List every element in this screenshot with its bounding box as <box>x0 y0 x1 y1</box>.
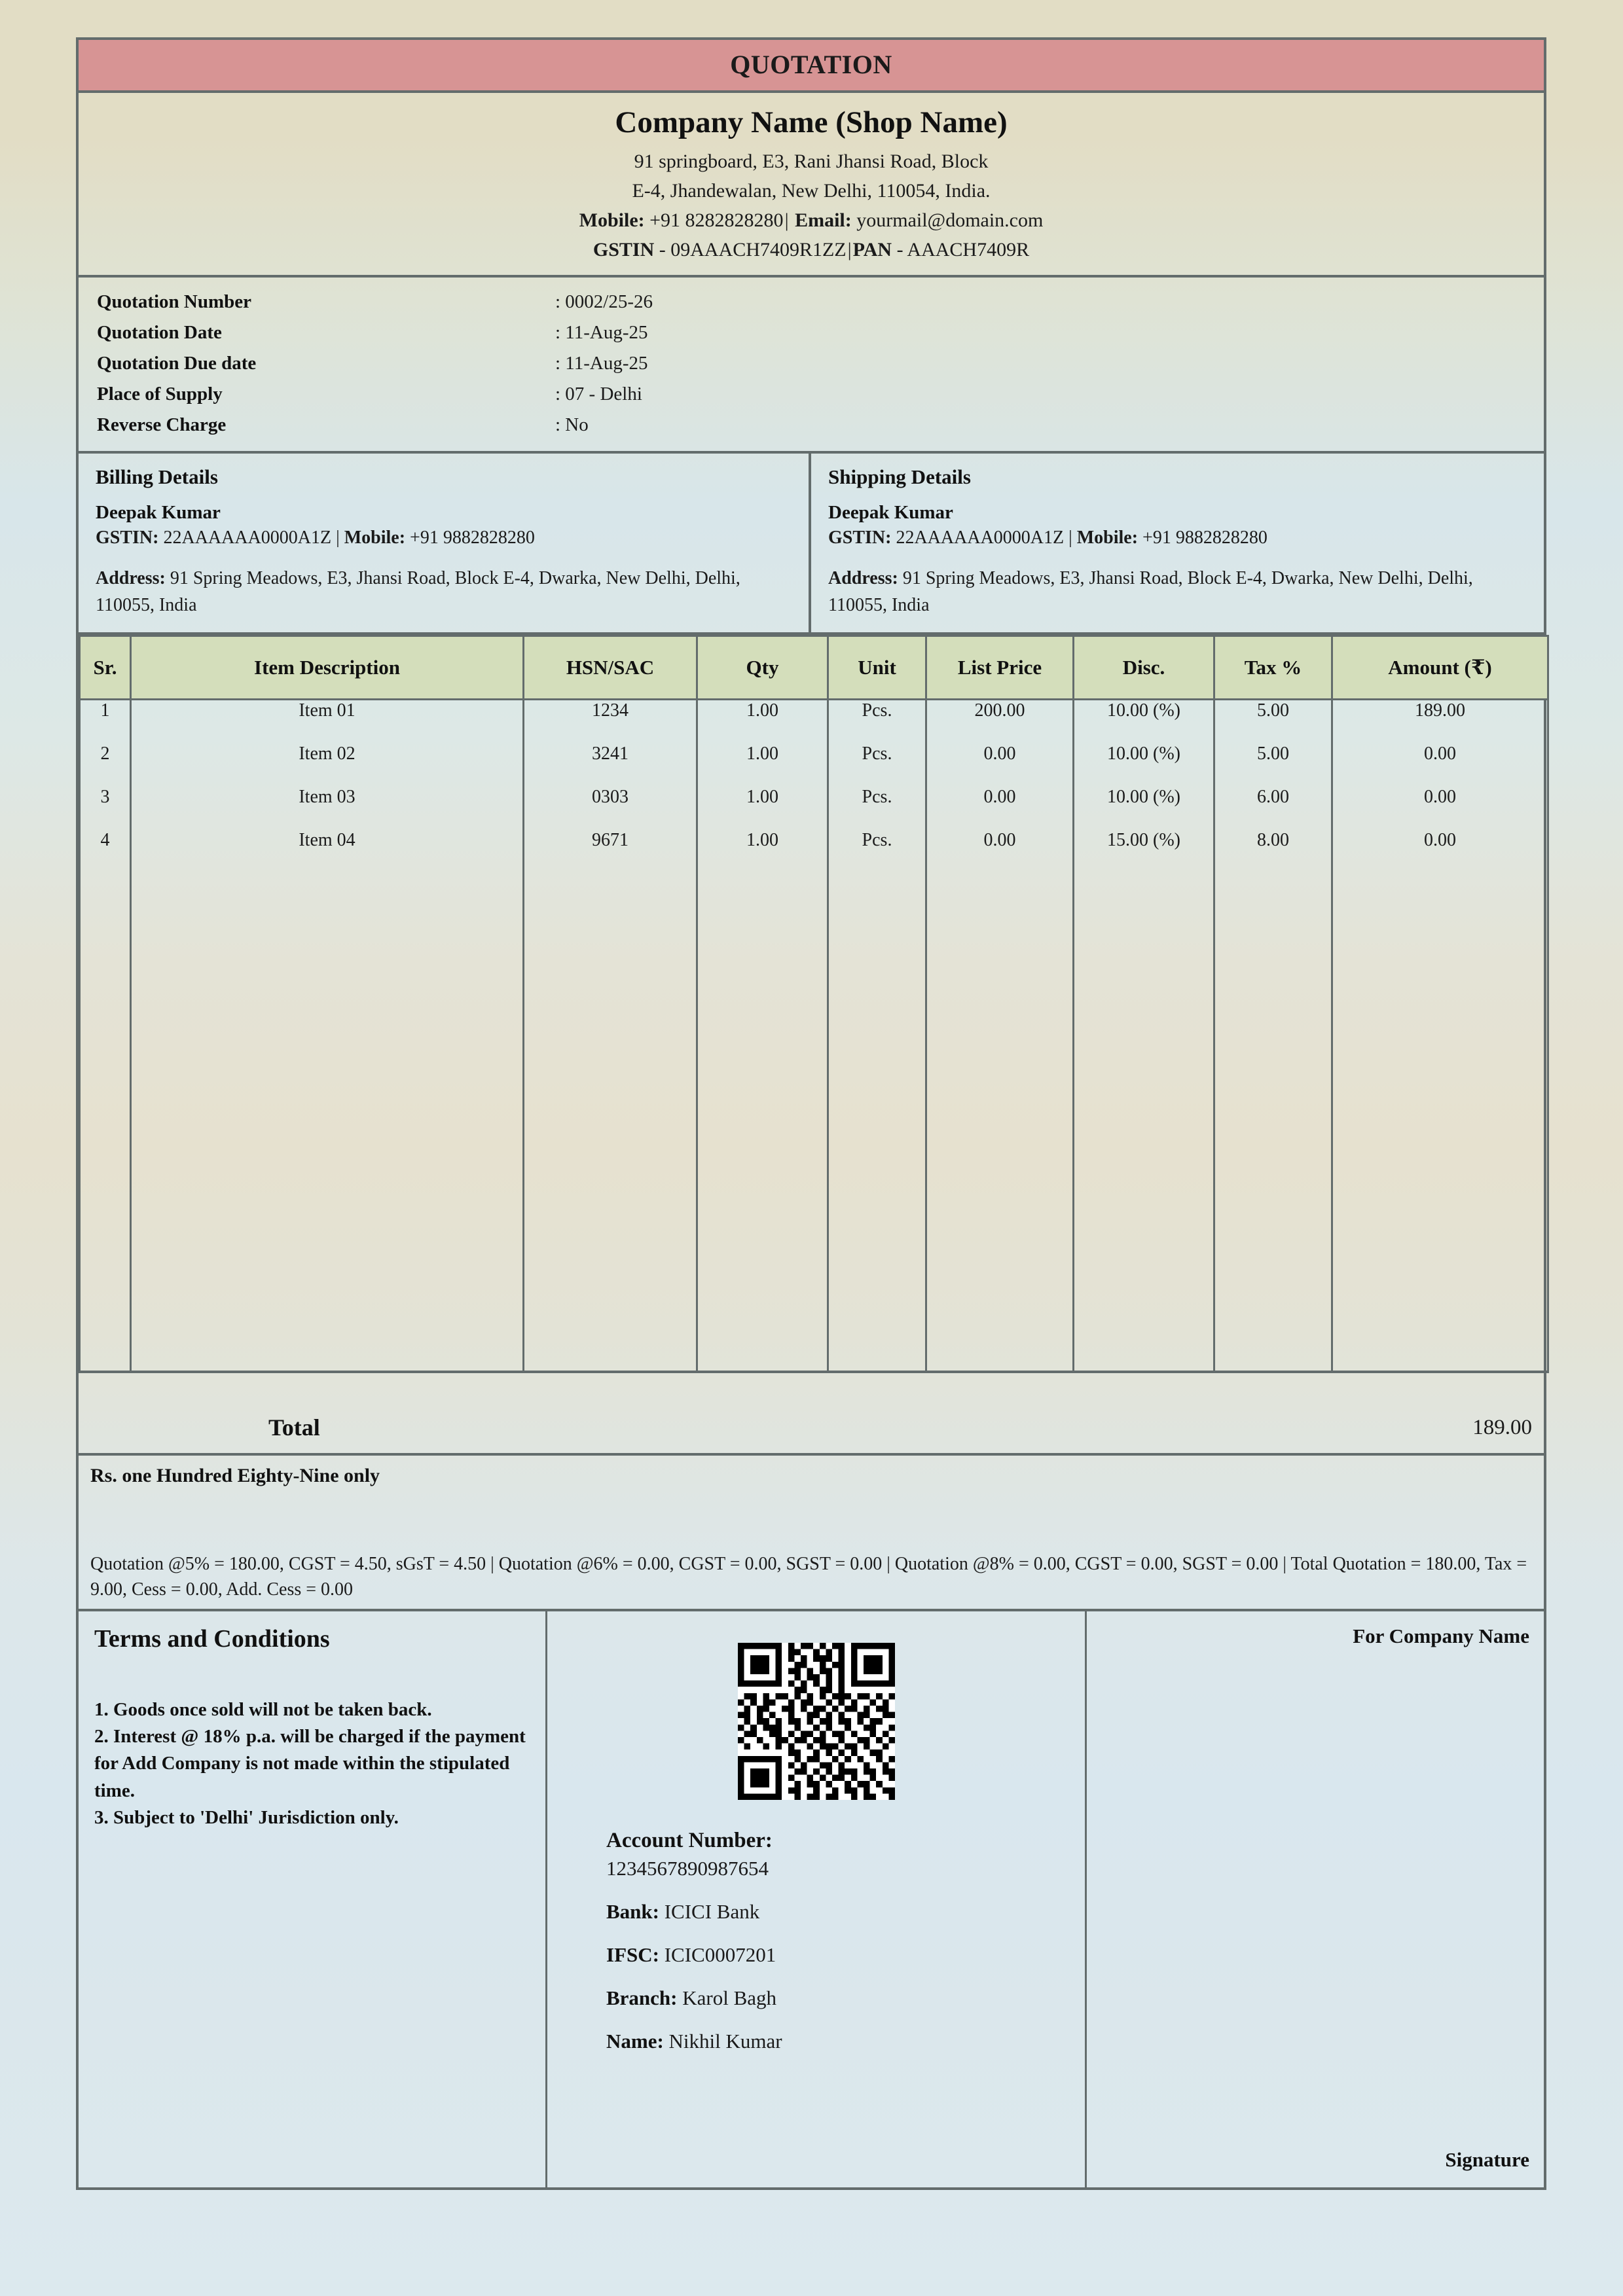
meta-row-quotation-number <box>97 287 1544 317</box>
cell-list-price: 0.00 <box>926 787 1074 830</box>
account-number-label: Account Number: <box>606 1829 773 1852</box>
mobile-label: Mobile: <box>579 209 645 231</box>
cell-unit: Pcs. <box>828 787 926 830</box>
meta-value: : 11-Aug-25 <box>555 352 648 374</box>
cell-list-price: 0.00 <box>926 830 1074 873</box>
meta-value: : No <box>555 414 589 435</box>
cell-qty: 1.00 <box>697 787 828 830</box>
cell-amount: 0.00 <box>1332 744 1548 787</box>
cell-hsn: 0303 <box>524 787 697 830</box>
billing-gstin-label: GSTIN: <box>96 527 159 548</box>
billing-address-value: 91 Spring Meadows, E3, Jhansi Road, Block E-4, Dwarka, New Delhi, Delhi, 110055, India <box>96 568 740 616</box>
bank-account-name-line <box>606 2030 1085 2053</box>
bank-name-line <box>606 1900 1085 1924</box>
document-footer <box>79 1611 1544 2187</box>
terms-item: 3. Subject to 'Delhi' Jurisdiction only. <box>94 1806 399 1828</box>
email-value: yourmail@domain.com <box>856 209 1044 231</box>
total-row <box>79 1402 1544 1456</box>
billing-title: Billing Details <box>96 465 218 488</box>
company-address-line-1: 91 springboard, E3, Rani Jhansi Road, Block <box>634 151 989 172</box>
meta-value: : 11-Aug-25 <box>555 321 648 343</box>
meta-label: Quotation Date <box>97 321 222 343</box>
terms-item: 1. Goods once sold will not be taken back. <box>94 1699 432 1720</box>
qr-code-icon <box>738 1643 895 1800</box>
cell-unit: Pcs. <box>828 830 926 873</box>
cell-hsn: 1234 <box>524 699 697 744</box>
bank-lines <box>547 1829 1085 2073</box>
meta-row-quotation-due-date <box>97 348 1544 379</box>
cell-sr: 2 <box>80 744 131 787</box>
meta-label: Quotation Due date <box>97 352 257 374</box>
shipping-gstin-mobile <box>828 525 1527 552</box>
shipping-address <box>828 565 1527 619</box>
signature-section <box>1087 1611 1544 2187</box>
company-address-line-2: E-4, Jhandewalan, New Delhi, 110054, India. <box>632 180 991 202</box>
quotation-document <box>76 37 1546 2190</box>
bank-details-section <box>547 1611 1087 2187</box>
cell-hsn: 9671 <box>524 830 697 873</box>
signature-label: Signature <box>1445 2148 1529 2171</box>
table-row <box>80 744 1548 787</box>
items-table-header-row <box>80 636 1548 699</box>
cell-disc: 10.00 (%) <box>1074 787 1214 830</box>
tax-breakdown: Quotation @5% = 180.00, CGST = 4.50, sGsT = 4.50 | Quotation @6% = 0.00, CGST = 0.00, SGST = 0.00 | Quotation @8% = 0.00, CGST = 0.00, SGST = 0.00 | Total Quotation = 180.00, Tax = 9.00, Cess = 0.00, Add. Cess = 0.00 <box>90 1553 1527 1600</box>
meta-label: Reverse Charge <box>97 414 227 435</box>
branch-label: Branch: <box>606 1986 678 2009</box>
gstin-value: - 09AAACH7409R1ZZ <box>659 239 847 260</box>
shipping-title: Shipping Details <box>828 465 971 488</box>
cell-tax: 5.00 <box>1214 744 1332 787</box>
shipping-divider: | <box>1068 527 1072 548</box>
company-contact-line <box>79 206 1544 235</box>
meta-row-quotation-date <box>97 317 1544 348</box>
total-value: 189.00 <box>1472 1415 1532 1439</box>
cell-disc: 10.00 (%) <box>1074 699 1214 744</box>
billing-divider: | <box>336 527 340 548</box>
shipping-gstin-value: 22AAAAAA0000A1Z <box>896 527 1065 548</box>
total-label: Total <box>268 1414 320 1441</box>
bank-name-value: ICICI Bank <box>664 1900 760 1923</box>
billing-address <box>96 565 792 619</box>
cell-sr: 4 <box>80 830 131 873</box>
terms-title: Terms and Conditions <box>94 1625 330 1653</box>
table-row <box>80 787 1548 830</box>
cell-description: Item 02 <box>131 744 524 787</box>
column-header-sr: Sr. <box>80 636 131 699</box>
cell-qty: 1.00 <box>697 699 828 744</box>
meta-row-reverse-charge <box>97 410 1544 440</box>
party-details <box>79 454 1544 635</box>
cell-sr: 1 <box>80 699 131 744</box>
column-header-list-price: List Price <box>926 636 1074 699</box>
ifsc-label: IFSC: <box>606 1943 659 1966</box>
quotation-meta <box>79 278 1544 454</box>
mobile-value: +91 8282828280 <box>649 209 784 231</box>
account-name-label: Name: <box>606 2030 664 2053</box>
account-name-value: Nikhil Kumar <box>668 2030 782 2053</box>
shipping-mobile-label: Mobile: <box>1076 527 1139 548</box>
cell-amount: 0.00 <box>1332 830 1548 873</box>
billing-address-label: Address: <box>96 568 166 589</box>
page-title: QUOTATION <box>730 50 892 79</box>
table-filler-row <box>80 873 1548 1372</box>
cell-qty: 1.00 <box>697 830 828 873</box>
cell-unit: Pcs. <box>828 699 926 744</box>
cell-description: Item 01 <box>131 699 524 744</box>
cell-hsn: 3241 <box>524 744 697 787</box>
cell-tax: 6.00 <box>1214 787 1332 830</box>
cell-list-price: 0.00 <box>926 744 1074 787</box>
document-title-band <box>79 40 1544 93</box>
cell-disc: 15.00 (%) <box>1074 830 1214 873</box>
meta-row-place-of-supply <box>97 379 1544 410</box>
terms-item: 2. Interest @ 18% p.a. will be charged if the payment for Add Company is not made within the stipulated time. <box>94 1726 526 1801</box>
cell-disc: 10.00 (%) <box>1074 744 1214 787</box>
meta-value: : 07 - Delhi <box>555 383 642 404</box>
bank-ifsc-line <box>606 1943 1085 1967</box>
shipping-gstin-label: GSTIN: <box>828 527 892 548</box>
cell-tax: 8.00 <box>1214 830 1332 873</box>
column-header-hsn: HSN/SAC <box>524 636 697 699</box>
column-header-disc: Disc. <box>1074 636 1214 699</box>
company-header <box>79 93 1544 278</box>
meta-value: : 0002/25-26 <box>555 291 653 312</box>
pan-value: - AAACH7409R <box>896 239 1030 260</box>
shipping-details <box>811 454 1544 632</box>
meta-label: Quotation Number <box>97 291 252 312</box>
column-header-description: Item Description <box>131 636 524 699</box>
gstin-label: GSTIN <box>593 239 655 260</box>
items-table <box>79 635 1549 1373</box>
billing-mobile-value: +91 9882828280 <box>410 527 535 548</box>
for-company-label: For Company Name <box>1353 1624 1529 1647</box>
contact-divider: | <box>784 209 789 231</box>
column-header-amount: Amount (₹) <box>1332 636 1548 699</box>
cell-description: Item 04 <box>131 830 524 873</box>
shipping-address-value: 91 Spring Meadows, E3, Jhansi Road, Block E-4, Dwarka, New Delhi, Delhi, 110055, India <box>828 568 1473 616</box>
tax-id-divider: | <box>847 239 852 260</box>
qr-code-graphic <box>738 1643 895 1800</box>
cell-amount: 0.00 <box>1332 787 1548 830</box>
shipping-address-label: Address: <box>828 568 898 589</box>
column-header-qty: Qty <box>697 636 828 699</box>
pan-label: PAN <box>852 239 892 260</box>
cell-sr: 3 <box>80 787 131 830</box>
email-label: Email: <box>795 209 852 231</box>
billing-details <box>79 454 811 632</box>
billing-mobile-label: Mobile: <box>344 527 406 548</box>
cell-unit: Pcs. <box>828 744 926 787</box>
cell-list-price: 200.00 <box>926 699 1074 744</box>
account-number-value: 1234567890987654 <box>606 1857 769 1880</box>
bank-name-label: Bank: <box>606 1900 659 1923</box>
cell-tax: 5.00 <box>1214 699 1332 744</box>
branch-value: Karol Bagh <box>682 1986 777 2009</box>
cell-description: Item 03 <box>131 787 524 830</box>
bank-branch-line <box>606 1986 1085 2010</box>
table-row <box>80 699 1548 744</box>
items-section <box>79 635 1544 1402</box>
meta-label: Place of Supply <box>97 383 223 404</box>
billing-gstin-mobile <box>96 525 792 552</box>
terms-section <box>79 1611 547 2187</box>
column-header-tax: Tax % <box>1214 636 1332 699</box>
cell-amount: 189.00 <box>1332 699 1548 744</box>
company-tax-ids-line <box>79 235 1544 264</box>
amount-in-words: Rs. one Hundred Eighty-Nine only <box>90 1465 380 1486</box>
shipping-name: Deepak Kumar <box>828 501 953 523</box>
billing-name: Deepak Kumar <box>96 501 221 523</box>
ifsc-value: ICIC0007201 <box>664 1943 776 1966</box>
cell-qty: 1.00 <box>697 744 828 787</box>
company-name: Company Name (Shop Name) <box>615 105 1008 139</box>
billing-gstin-value: 22AAAAAA0000A1Z <box>163 527 332 548</box>
summary-section <box>79 1456 1544 1611</box>
table-row <box>80 830 1548 873</box>
column-header-unit: Unit <box>828 636 926 699</box>
shipping-mobile-value: +91 9882828280 <box>1142 527 1267 548</box>
